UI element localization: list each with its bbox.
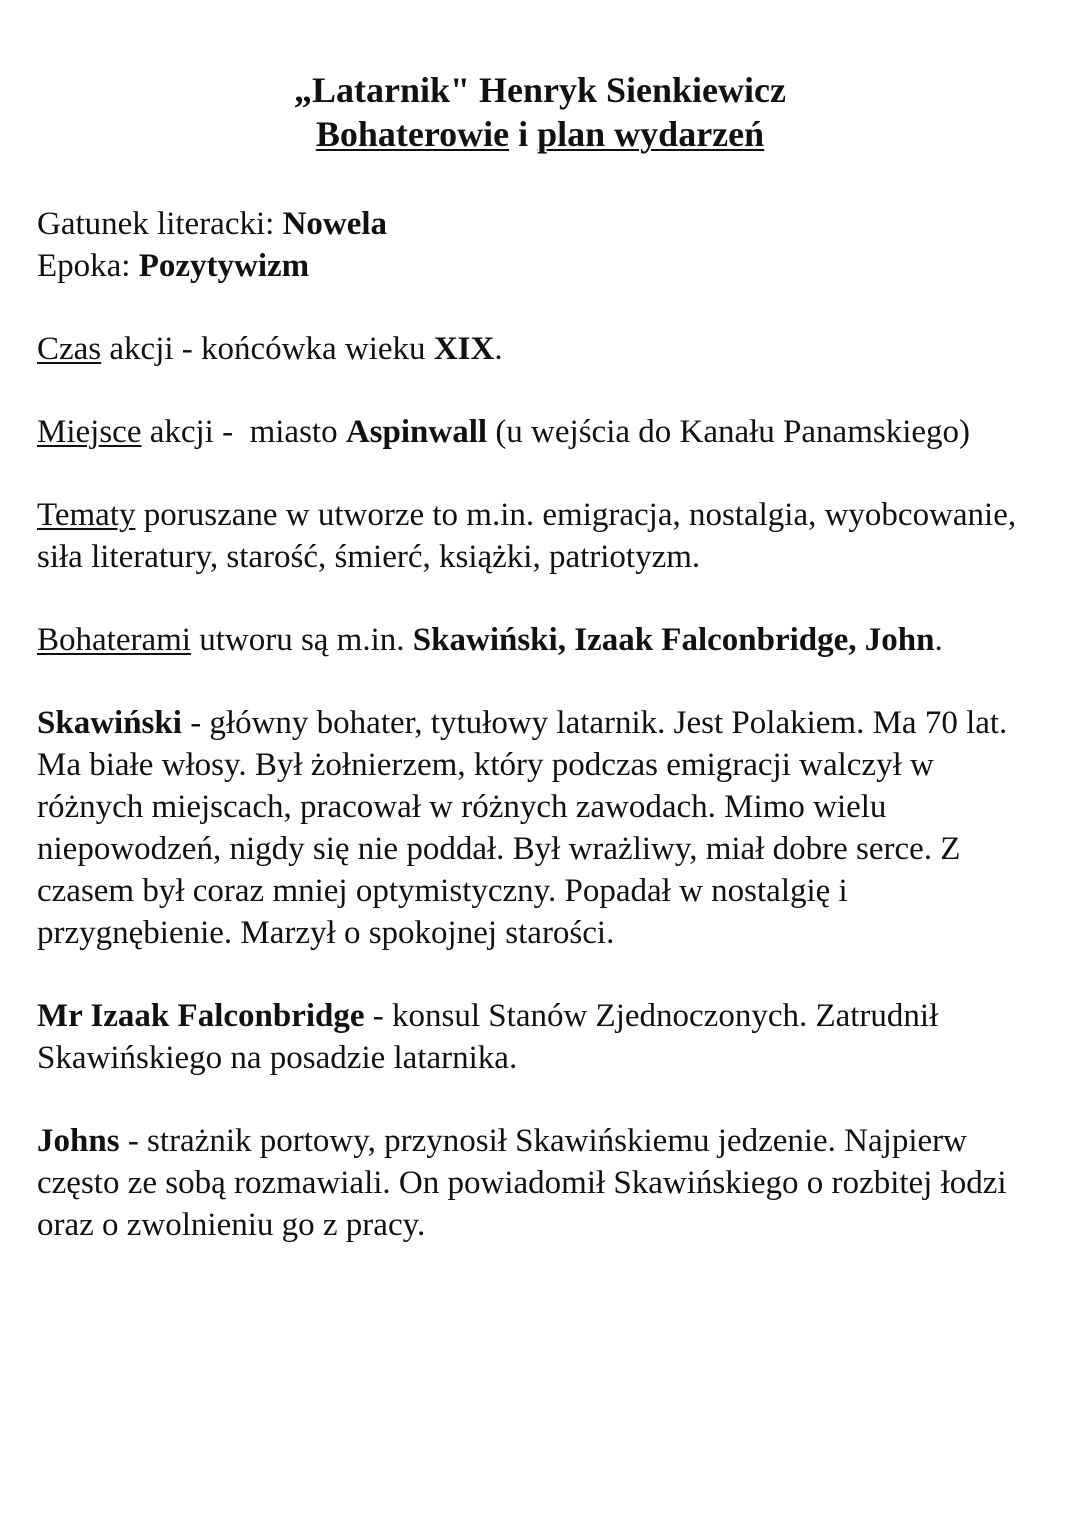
character-name: Skawiński	[37, 705, 182, 741]
themes-text: poruszane w utworze to m.in. emigracja, nostalgia, wyobcowanie, siła literatury, starość, śmierć, książki, patriotyzm.	[37, 497, 1017, 575]
character-name: Johns	[37, 1123, 120, 1159]
title-block	[0, 68, 1080, 156]
document-body	[37, 203, 1047, 1287]
epoch-label: Epoka:	[37, 248, 139, 284]
document-title: „Latarnik" Henryk Sienkiewicz	[294, 70, 786, 110]
place-rest: (u wejścia do Kanału Panamskiego)	[487, 414, 971, 450]
subtitle-plan: plan wydarzeń	[537, 114, 765, 154]
character-skawinski	[37, 702, 1047, 954]
character-description: - główny bohater, tytułowy latarnik. Jest Polakiem. Ma 70 lat. Ma białe włosy. Był żołnierzem, który podczas emigracji walczył w różnych miejscach, pracował w różnych zawodach. Mimo wielu niepowodzeń, nigdy się nie poddał. Był wrażliwy, miał dobre serce. Z czasem był coraz mniej optymistyczny. Popadał w nostalgię i przygnębienie. Marzył o spokojnej starości.	[37, 705, 1008, 951]
genre-label: Gatunek literacki:	[37, 206, 283, 242]
heroes-text: utworu są m.in.	[190, 622, 413, 658]
character-falconbridge	[37, 995, 1047, 1079]
heroes-names: Skawiński, Izaak Falconbridge, John	[412, 622, 935, 658]
epoch-line	[37, 245, 1047, 287]
subtitle-heroes: Bohaterowie	[315, 114, 510, 154]
place-label-rest: akcji - miasto	[141, 414, 346, 450]
time-label: Czas	[37, 331, 102, 367]
epoch-value: Pozytywizm	[138, 248, 310, 284]
time-end: .	[494, 331, 503, 367]
heroes-label: Bohaterami	[37, 622, 191, 658]
character-description: - strażnik portowy, przynosił Skawińskiemu jedzenie. Najpierw często ze sobą rozmawiali. On powiadomił Skawińskiego o rozbitej łodzi oraz o zwolnieniu go z pracy.	[37, 1123, 1007, 1243]
time-label-rest: akcji - końcówka wieku	[101, 331, 434, 367]
genre-value: Nowela	[282, 206, 388, 242]
character-johns	[37, 1120, 1047, 1246]
place-label: Miejsce	[37, 414, 142, 450]
document-subtitle	[0, 112, 1080, 156]
character-name: Mr Izaak Falconbridge	[37, 998, 365, 1034]
genre-line	[37, 203, 1047, 245]
time-value: XIX	[433, 331, 495, 367]
themes-label: Tematy	[37, 497, 136, 533]
place-value: Aspinwall	[345, 414, 488, 450]
time-paragraph	[37, 328, 1047, 370]
themes-paragraph	[37, 494, 1047, 578]
heroes-end: .	[934, 622, 943, 658]
subtitle-connector: i	[509, 114, 538, 154]
heroes-paragraph	[37, 619, 1047, 661]
character-description: - konsul Stanów Zjednoczonych. Zatrudnił Skawińskiego na posadzie latarnika.	[37, 998, 939, 1076]
place-paragraph	[37, 411, 1047, 453]
